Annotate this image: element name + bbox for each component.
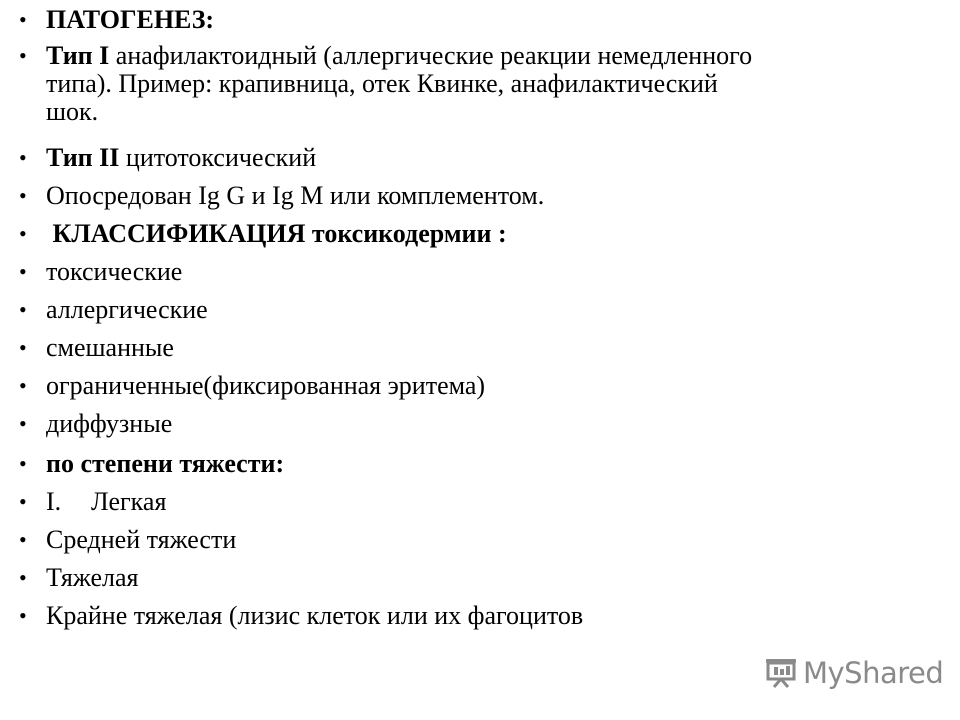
item-text: диффузные <box>46 409 173 438</box>
bullet-icon: • <box>19 7 27 32</box>
logo-text: MyShared <box>803 656 944 690</box>
myshared-logo[interactable] <box>765 652 945 696</box>
bullet-icon: • <box>19 335 27 360</box>
bullet-icon: • <box>19 145 27 170</box>
bullet-icon: • <box>19 451 27 476</box>
item-text <box>46 450 926 478</box>
heading-severity: по степени тяжести: <box>46 449 285 478</box>
heading-classification: КЛАССИФИКАЦИЯ токсикодермии : <box>46 219 507 248</box>
item-text: Средней тяжести <box>46 525 237 554</box>
bullet-icon: • <box>19 43 27 68</box>
item-text: Крайне тяжелая (лизис клеток или их фагоцитов <box>46 601 584 630</box>
type-description-line2: типа). Пример: крапивница, отек Квинке, анафилактический <box>46 69 718 98</box>
item-text <box>46 488 926 516</box>
bullet-icon: • <box>19 527 27 552</box>
list-item <box>0 42 930 132</box>
bullet-icon: • <box>19 411 27 436</box>
heading-pathogenesis: ПАТОГЕНЕЗ: <box>46 5 215 34</box>
type-description: анафилактоидный (аллергические реакции немедленного <box>109 41 753 70</box>
item-text <box>46 220 926 248</box>
bullet-icon: • <box>19 259 27 284</box>
bullet-icon: • <box>19 565 27 590</box>
item-text: смешанные <box>46 333 174 362</box>
bullet-icon: • <box>19 183 27 208</box>
bullet-icon: • <box>19 221 27 246</box>
type-label: Тип II <box>46 143 120 172</box>
item-text: аллергические <box>46 295 208 324</box>
item-text <box>46 42 926 126</box>
bullet-icon: • <box>19 489 27 514</box>
item-number: I. <box>46 487 62 516</box>
item-text <box>46 144 926 172</box>
item-text: Тяжелая <box>46 563 139 592</box>
item-text <box>46 6 926 34</box>
item-text: Опосредован Ig G и Ig M или комплементом. <box>46 181 545 210</box>
item-text: ограниченные(фиксированная эритема) <box>46 371 486 400</box>
bullet-icon: • <box>19 603 27 628</box>
bullet-icon: • <box>19 297 27 322</box>
projector-screen-icon <box>765 658 797 688</box>
type-label: Тип I <box>46 41 110 70</box>
type-description: цитотоксический <box>119 143 317 172</box>
severity-label: Легкая <box>91 487 167 516</box>
item-text: токсические <box>46 257 183 286</box>
type-description-line3: шок. <box>46 97 99 126</box>
bullet-icon: • <box>19 373 27 398</box>
